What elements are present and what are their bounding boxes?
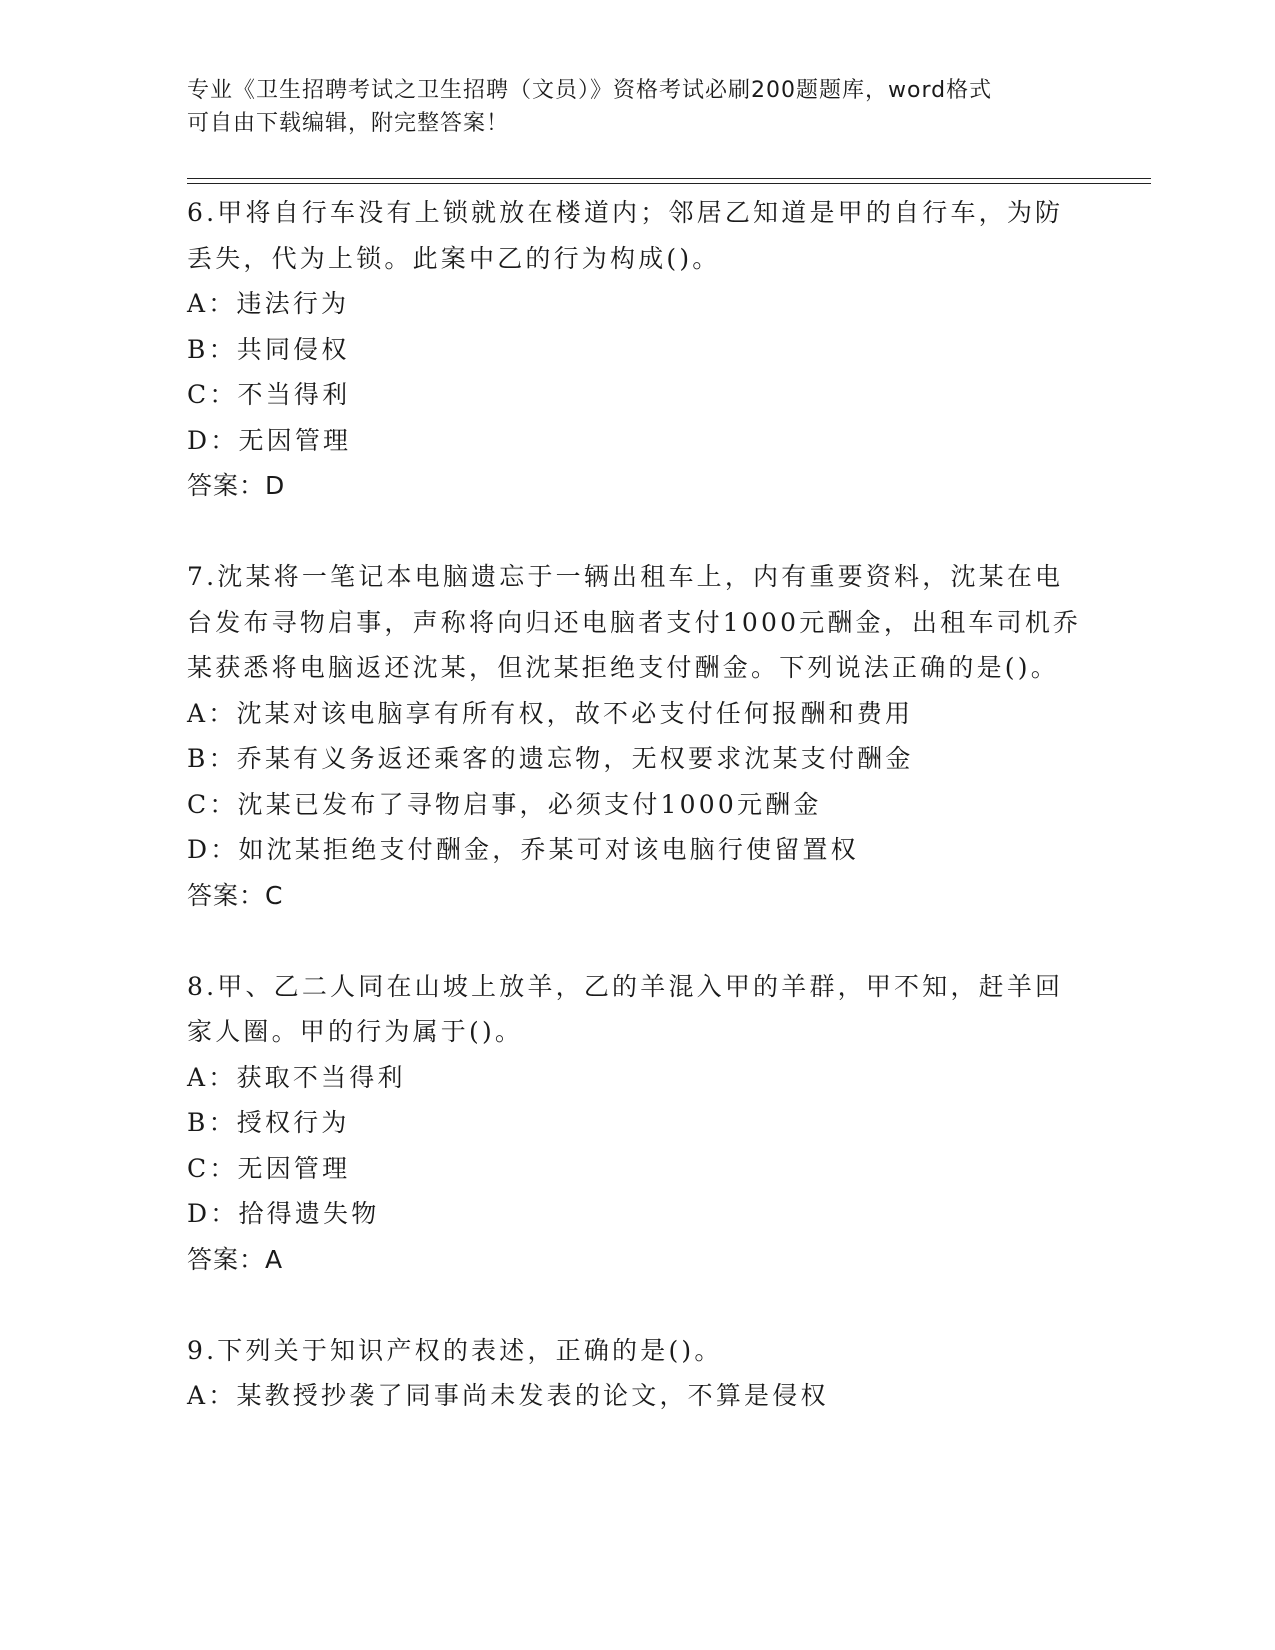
option-c: C：沈某已发布了寻物启事，必须支付1000元酬金 xyxy=(187,789,822,819)
question-7 xyxy=(187,554,1087,918)
option-a: A：沈某对该电脑享有所有权，故不必支付任何报酬和费用 xyxy=(187,698,914,728)
question-stem: 9.下列关于知识产权的表述，正确的是()。 xyxy=(187,1335,723,1365)
option-b: B：乔某有义务返还乘客的遗忘物，无权要求沈某支付酬金 xyxy=(187,744,914,773)
question-stem: 7.沈某将一笔记本电脑遗忘于一辆出租车上，内有重要资料，沈某在电台发布寻物启事，声称将向归还电脑者支付1000元酬金，出租车司机乔某获悉将电脑返还沈某，但沈某拒绝支付酬金。下列说法正确的是()。 xyxy=(187,562,1082,682)
option-c: C：无因管理 xyxy=(187,1153,351,1183)
question-stem: 6.甲将自行车没有上锁就放在楼道内；邻居乙知道是甲的自行车，为防丢失，代为上锁。此案中乙的行为构成()。 xyxy=(187,198,1064,273)
option-d: D：拾得遗失物 xyxy=(187,1199,380,1228)
question-spacer xyxy=(187,1282,1087,1328)
option-a: A：某教授抄袭了同事尚未发表的论文，不算是侵权 xyxy=(187,1381,829,1410)
question-spacer xyxy=(187,509,1087,555)
document-header xyxy=(187,74,1067,140)
question-9 xyxy=(187,1328,1087,1419)
question-stem: 8.甲、乙二人同在山坡上放羊，乙的羊混入甲的羊群，甲不知，赶羊回家人圈。甲的行为属于()。 xyxy=(187,971,1064,1046)
header-divider-top xyxy=(187,178,1151,179)
option-d: D：如沈某拒绝支付酬金，乔某可对该电脑行使留置权 xyxy=(187,835,859,864)
answer-line: 答案：C xyxy=(187,880,284,910)
header-title-line-1: 专业《卫生招聘考试之卫生招聘（文员）》资格考试必刷200题题库，word格式 xyxy=(187,78,993,103)
header-title-line-2: 可自由下载编辑，附完整答案！ xyxy=(187,111,510,136)
question-list xyxy=(187,190,1087,1419)
answer-line: 答案：A xyxy=(187,1244,284,1274)
question-8 xyxy=(187,964,1087,1283)
answer-line: 答案：D xyxy=(187,471,286,500)
option-a: A：违法行为 xyxy=(187,289,350,318)
header-divider-bottom xyxy=(187,183,1151,184)
question-spacer xyxy=(187,918,1087,964)
option-b: B：授权行为 xyxy=(187,1108,350,1137)
option-b: B：共同侵权 xyxy=(187,334,350,364)
option-a: A：获取不当得利 xyxy=(187,1062,406,1092)
option-d: D：无因管理 xyxy=(187,425,352,455)
question-6 xyxy=(187,190,1087,509)
option-c: C：不当得利 xyxy=(187,380,351,409)
